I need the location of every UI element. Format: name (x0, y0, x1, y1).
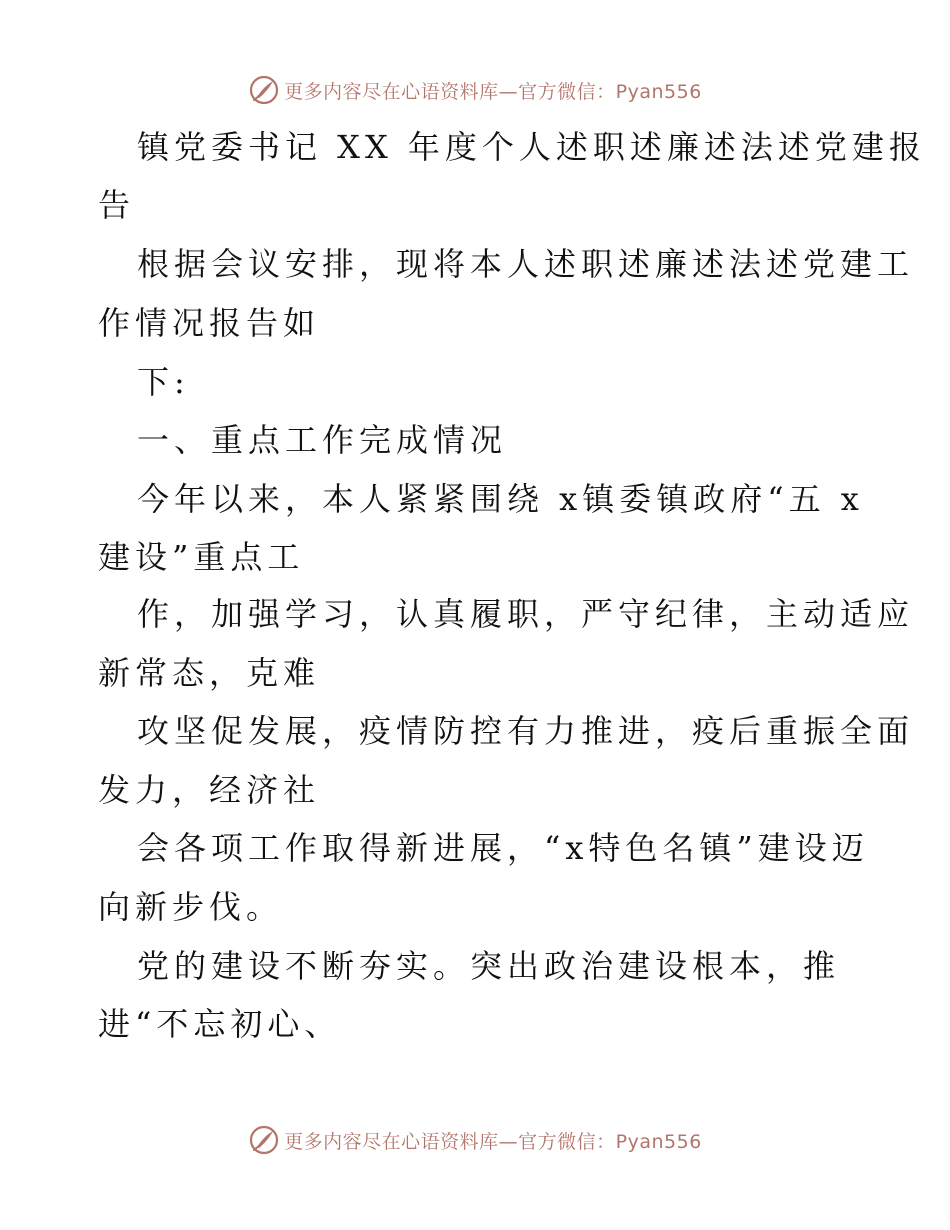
paragraph-line: 发力，经济社 (98, 771, 321, 809)
paragraph-line: 根据会议安排，现将本人述职述廉述法述党建工 (137, 245, 915, 283)
paragraph-line: 攻坚促发展，疫情防控有力推进，疫后重振全面 (137, 712, 915, 750)
quill-pen-logo-icon (248, 1124, 280, 1156)
watermark-text: 更多内容尽在心语资料库—官方微信：Pyan556 (284, 1130, 702, 1153)
document-title-line: 镇党委书记 XX 年度个人述职述廉述法述党建报 (137, 128, 926, 166)
paragraph-line: 新常态，克难 (98, 654, 321, 692)
paragraph-line: 作情况报告如 (98, 304, 321, 342)
paragraph-line: 作，加强学习，认真履职，严守纪律，主动适应 (137, 595, 915, 633)
paragraph-line: 进“不忘初心、 (98, 1005, 342, 1043)
paragraph-line: 党的建设不断夯实。突出政治建设根本，推 (137, 947, 841, 985)
section-heading: 一、重点工作完成情况 (137, 421, 508, 459)
footer-watermark (0, 1120, 950, 1160)
header-watermark (0, 70, 950, 110)
paragraph-line: 会各项工作取得新进展，“x特色名镇”建设迈 (137, 829, 869, 867)
paragraph-line: 向新步伐。 (98, 888, 284, 926)
quill-pen-logo-icon (248, 74, 280, 106)
paragraph-line: 建设”重点工 (98, 538, 305, 576)
watermark-text: 更多内容尽在心语资料库—官方微信：Pyan556 (284, 80, 702, 103)
document-title-line: 告 (98, 186, 136, 224)
paragraph-line: 下: (137, 363, 190, 401)
paragraph-line: 今年以来，本人紧紧围绕 x镇委镇政府“五 x (137, 480, 864, 518)
